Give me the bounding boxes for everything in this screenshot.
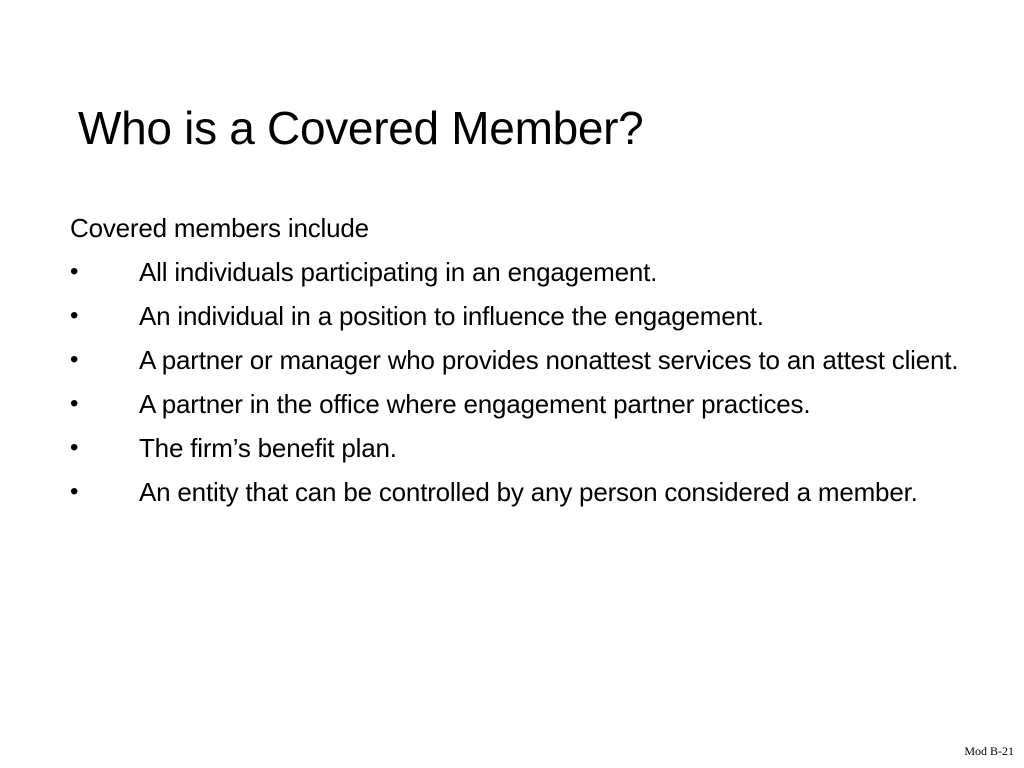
bullet-item <box>70 385 970 423</box>
bullet-dot-icon: • <box>70 302 79 329</box>
bullet-dot-icon: • <box>70 390 79 417</box>
bullet-text: An individual in a position to influence the engagement. <box>139 301 764 331</box>
bullet-dot-icon: • <box>70 346 79 373</box>
bullet-text: The firm’s benefit plan. <box>139 433 397 463</box>
slide-number: Mod B-21 <box>964 744 1014 758</box>
bullet-text: An entity that can be controlled by any person considered a member. <box>139 477 918 507</box>
bullet-dot-icon: • <box>70 478 79 505</box>
bullet-list <box>70 253 970 517</box>
bullet-text: A partner or manager who provides nonattest services to an attest client. <box>139 345 959 375</box>
bullet-text: All individuals participating in an engagement. <box>139 257 658 287</box>
slide-title: Who is a Covered Member? <box>78 102 644 154</box>
bullet-item <box>70 341 970 379</box>
bullet-item <box>70 253 970 291</box>
bullet-item <box>70 297 970 335</box>
bullet-text: A partner in the office where engagement partner practices. <box>139 389 811 419</box>
bullet-dot-icon: • <box>70 258 79 285</box>
bullet-item <box>70 429 970 467</box>
bullet-item <box>70 473 970 511</box>
intro-text: Covered members include <box>70 213 369 243</box>
bullet-dot-icon: • <box>70 434 79 461</box>
